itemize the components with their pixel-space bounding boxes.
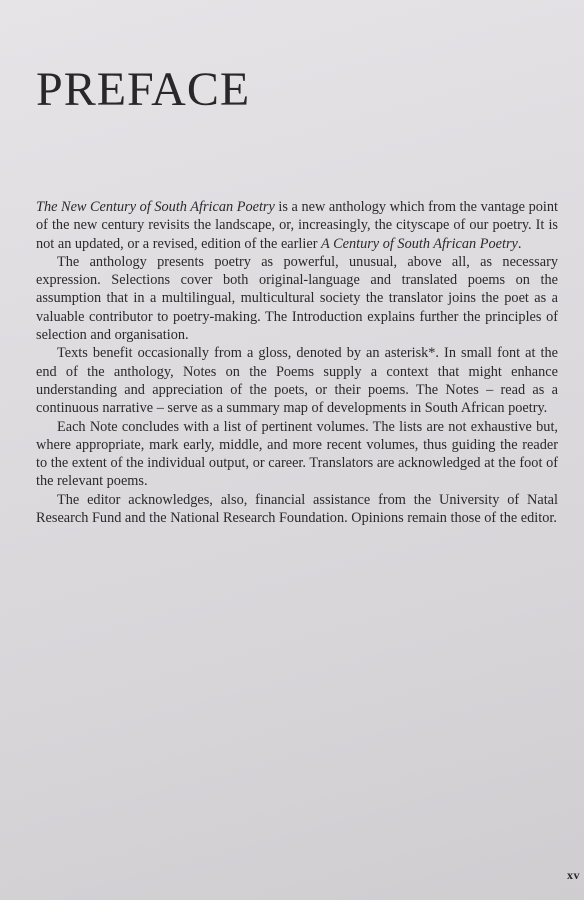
page-title: PREFACE — [36, 63, 251, 116]
paragraph-4: Each Note concludes with a list of pertinent volumes. The lists are not exhaustive but, where appropriate, mark early, middle, and more recent volumes, thus guiding the reader to the extent of the individual output, or career. Translators are acknowledged at the foot of the relevant poems. — [36, 418, 558, 490]
paragraph-1-text: is a new anthology which from the vantage point of the new century revisits the landscape, or, increasingly, the cityscape of our poetry. It is not an updated, or a revised, edition of the earlier — [36, 199, 558, 252]
paragraph-1 — [36, 198, 558, 253]
preface-body — [36, 198, 558, 527]
book-title-italic: The New Century of South African Poetry — [36, 199, 275, 215]
paragraph-5: The editor acknowledges, also, financial assistance from the University of Natal Research Fund and the National Research Foundation. Opinions remain those of the editor. — [36, 491, 558, 527]
page-number: xv — [567, 868, 580, 882]
paragraph-3: Texts benefit occasionally from a gloss, denoted by an asterisk*. In small font at the end of the anthology, Notes on the Poems supply a context that might enhance understanding and appreciation of the poets, or their poems. The Notes – read as a continuous narrative – serve as a summary map of developments in South African poetry. — [36, 345, 558, 417]
earlier-book-title-italic: A Century of South African Poetry — [321, 235, 518, 252]
paragraph-1-end: . — [517, 235, 522, 252]
paragraph-2: The anthology presents poetry as powerful, unusual, above all, as necessary expression. Selections cover both original-language and translated poems on the assumption that in a multilingual, multicultural society the translator joins the poet as a valuable contributor to poetry-making. The Introduction explains further the principles of selection and organisation. — [36, 253, 558, 344]
